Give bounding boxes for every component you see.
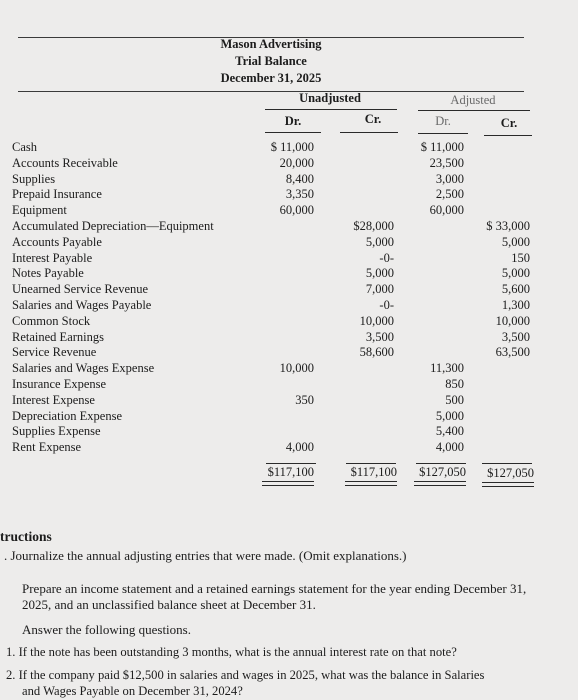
account-name: Insurance Expense — [12, 377, 107, 391]
unadjusted-cr-amount: $28,000 — [353, 219, 394, 233]
col-rule-udr — [265, 132, 321, 133]
total-unadjusted-cr: $117,100 — [350, 465, 397, 479]
unadjusted-cr-amount: 7,000 — [365, 282, 394, 297]
account-name: Retained Earnings — [12, 329, 104, 344]
account-name: Prepaid Insurance — [12, 187, 102, 202]
double-rule-acr — [482, 482, 534, 487]
account-name: Interest Payable — [12, 250, 93, 265]
pre-total-rule-udr — [266, 463, 316, 464]
adjusted-dr-amount: 60,000 — [429, 203, 464, 218]
pre-total-rule-ucr — [346, 463, 396, 464]
adjusted-heading: Adjusted — [450, 93, 496, 107]
total-unadjusted-dr: $117,100 — [267, 465, 314, 479]
instructions-title: tructions — [0, 529, 52, 544]
col-rule-adr — [418, 133, 468, 134]
unadjusted-cr-amount: -0- — [379, 250, 394, 265]
instruction-line-1: . Journalize the annual adjusting entries that were made. (Omit explanations.) — [4, 548, 407, 563]
pre-total-rule-acr — [482, 463, 532, 464]
unadjusted-dr-amount: 8,400 — [285, 171, 314, 186]
account-name: Unearned Service Revenue — [12, 282, 149, 297]
instruction-line-4: Answer the following questions. — [22, 622, 191, 637]
account-name: Service Revenue — [12, 345, 97, 360]
adjusted-cr-heading: Cr. — [500, 116, 518, 130]
question-2-cont: and Wages Payable on December 31, 2024? — [22, 684, 243, 698]
account-name: Common Stock — [12, 313, 91, 328]
adjusted-underline — [418, 110, 530, 111]
adjusted-dr-amount: 4,000 — [435, 440, 464, 455]
adjusted-cr-amount: 1,300 — [501, 298, 530, 312]
double-rule-udr — [262, 481, 314, 486]
unadjusted-dr-amount: 350 — [295, 392, 314, 407]
account-name: Accounts Payable — [12, 234, 102, 249]
col-rule-ucr — [340, 132, 398, 133]
statement-date: December 31, 2025 — [220, 71, 322, 85]
account-name: Notes Payable — [12, 266, 84, 281]
account-name: Salaries and Wages Expense — [12, 361, 155, 376]
unadjusted-cr-heading: Cr. — [364, 112, 382, 126]
pre-total-rule-adr — [416, 463, 466, 464]
adjusted-cr-amount: 5,600 — [501, 282, 530, 297]
unadjusted-underline — [265, 109, 397, 110]
adjusted-dr-amount: 2,500 — [435, 187, 464, 202]
question-2: 2. If the company paid $12,500 in salaries and wages in 2025, what was the balance in Salaries — [6, 668, 485, 682]
double-rule-adr — [414, 481, 466, 486]
total-adjusted-dr: $127,050 — [419, 465, 466, 479]
instruction-line-2: Prepare an income statement and a retained earnings statement for the year ending December 31, — [22, 581, 527, 596]
unadjusted-cr-amount: 3,500 — [365, 329, 394, 344]
adjusted-dr-amount: 23,500 — [429, 155, 464, 170]
question-1: 1. If the note has been outstanding 3 months, what is the annual interest rate on that note? — [6, 645, 457, 659]
adjusted-cr-amount: 10,000 — [495, 313, 530, 328]
account-name: Salaries and Wages Payable — [12, 298, 152, 312]
total-adjusted-cr: $127,050 — [487, 466, 534, 480]
adjusted-cr-amount: 63,500 — [495, 345, 530, 360]
account-name: Supplies Expense — [12, 424, 101, 439]
unadjusted-cr-amount: 5,000 — [365, 234, 394, 249]
statement-title: Trial Balance — [235, 54, 307, 68]
unadjusted-dr-amount: 20,000 — [279, 155, 314, 170]
account-name: Equipment — [12, 203, 67, 218]
unadjusted-cr-amount: -0- — [379, 298, 394, 312]
adjusted-dr-amount: 11,300 — [430, 361, 464, 376]
adjusted-dr-amount: 3,000 — [435, 171, 464, 186]
adjusted-cr-amount: 5,000 — [501, 234, 530, 249]
adjusted-dr-amount: 850 — [445, 377, 464, 391]
unadjusted-cr-amount: 10,000 — [359, 313, 394, 328]
unadjusted-heading: Unadjusted — [299, 91, 361, 105]
adjusted-dr-heading: Dr. — [435, 114, 451, 128]
unadjusted-dr-amount: 4,000 — [285, 440, 314, 455]
account-name: Depreciation Expense — [12, 408, 123, 423]
unadjusted-cr-amount: 5,000 — [365, 266, 394, 281]
unadjusted-dr-amount: 3,350 — [285, 187, 314, 202]
account-name: Accounts Receivable — [12, 155, 118, 170]
adjusted-cr-amount: 5,000 — [501, 266, 530, 281]
adjusted-dr-amount: $ 11,000 — [420, 140, 464, 154]
adjusted-cr-amount: 3,500 — [501, 329, 530, 344]
account-name: Cash — [12, 140, 37, 154]
account-name: Supplies — [12, 171, 56, 186]
unadjusted-dr-amount: 60,000 — [279, 203, 314, 218]
adjusted-dr-amount: 5,000 — [435, 408, 464, 423]
adjusted-dr-amount: 5,400 — [435, 424, 464, 439]
account-name: Accumulated Depreciation—Equipment — [12, 219, 214, 233]
unadjusted-dr-heading: Dr. — [284, 114, 302, 128]
company-name: Mason Advertising — [220, 37, 322, 51]
unadjusted-dr-amount: 10,000 — [279, 361, 314, 376]
adjusted-cr-amount: $ 33,000 — [486, 219, 530, 233]
unadjusted-cr-amount: 58,600 — [359, 345, 394, 360]
adjusted-dr-amount: 500 — [445, 392, 464, 407]
account-name: Rent Expense — [12, 440, 82, 455]
unadjusted-dr-amount: $ 11,000 — [270, 140, 314, 154]
double-rule-ucr — [345, 481, 397, 486]
account-name: Interest Expense — [12, 392, 95, 407]
col-rule-acr — [484, 135, 532, 136]
instruction-line-3: 2025, and an unclassified balance sheet at December 31. — [22, 597, 316, 612]
adjusted-cr-amount: 150 — [511, 250, 530, 265]
